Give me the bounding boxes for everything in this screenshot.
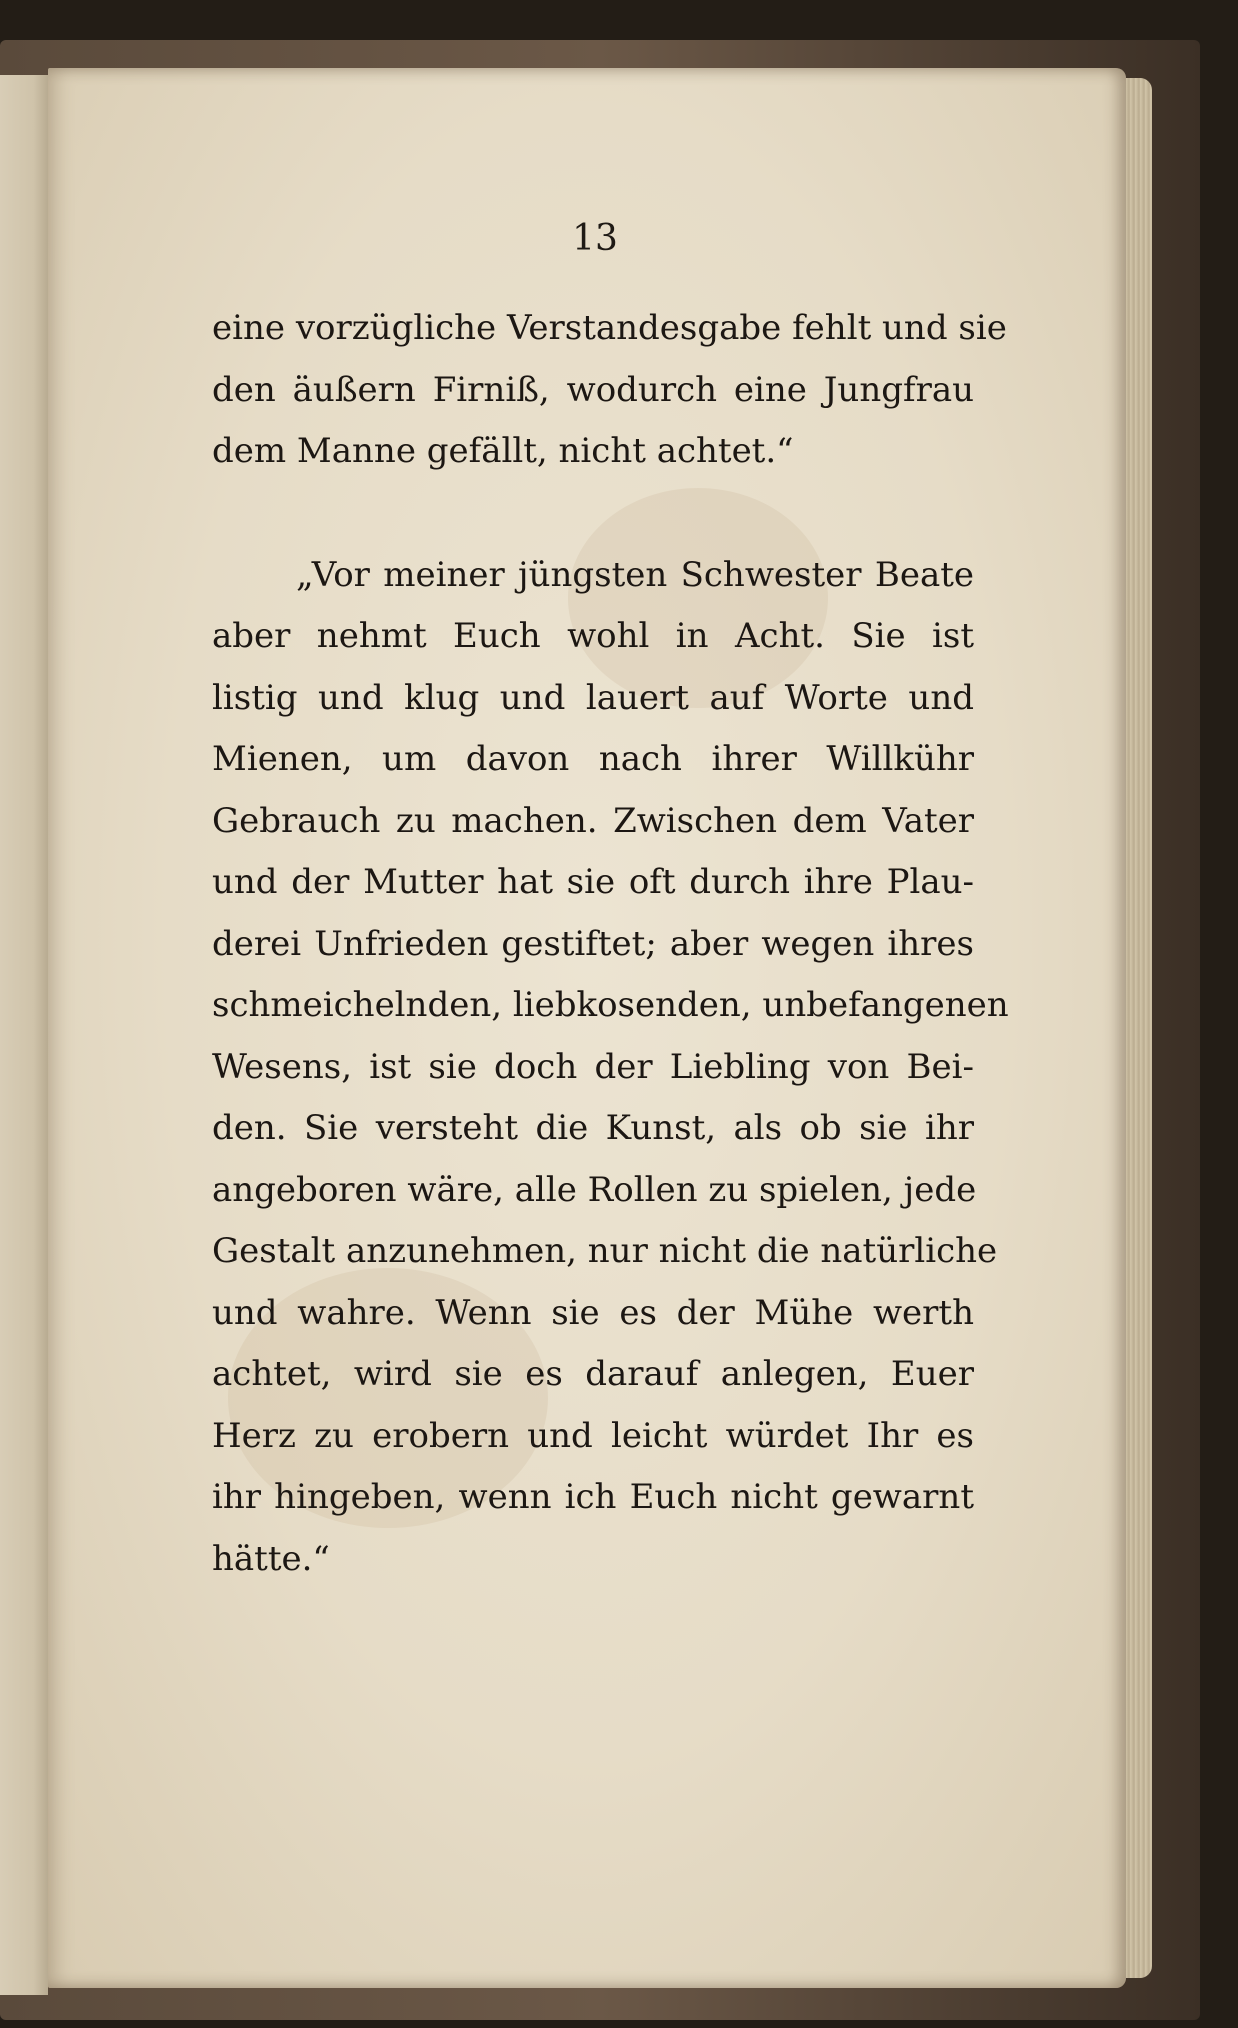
- text-line: Herz zu erobern und leicht würdet Ihr es: [212, 1415, 974, 1456]
- paragraph: [212, 298, 1007, 483]
- text-line: „Vor meiner jüngsten Schwester Beate: [296, 554, 974, 595]
- text-line: listig und klug und lauert auf Worte und: [212, 677, 974, 718]
- text-line: derei Unfrieden gestiftet; aber wegen ihres: [212, 923, 974, 964]
- previous-page-strip: [0, 75, 48, 1995]
- text-line: schmeichelnden, liebkosenden, unbefangenen: [212, 985, 1009, 1025]
- paragraph: [212, 545, 1009, 1591]
- text-line: eine vorzügliche Verstandesgabe fehlt und sie: [212, 308, 1007, 348]
- text-line: den. Sie versteht die Kunst, als ob sie ihr: [212, 1108, 974, 1148]
- text-line: Gebrauch zu machen. Zwischen dem Vater: [212, 800, 974, 841]
- text-line: achtet, wird sie es darauf anlegen, Euer: [212, 1354, 974, 1394]
- text-line: Gestalt anzunehmen, nur nicht die natürliche: [212, 1231, 998, 1271]
- text-line: aber nehmt Euch wohl in Acht. Sie ist: [212, 616, 974, 656]
- body-text: [212, 298, 1009, 1590]
- text-line: Wesens, ist sie doch der Liebling von Bei-: [212, 1046, 974, 1087]
- text-line: angeboren wäre, alle Rollen zu spielen, jede: [212, 1169, 977, 1210]
- page-block-edge: [1126, 78, 1152, 1978]
- paragraph-gap: [212, 483, 974, 545]
- text-line: und der Mutter hat sie oft durch ihre Plau-: [212, 862, 974, 902]
- text-line: dem Manne gefällt, nicht achtet.“: [212, 431, 794, 471]
- text-line: hätte.“: [212, 1538, 330, 1579]
- text-line: und wahre. Wenn sie es der Mühe werth: [212, 1292, 974, 1333]
- text-line: Mienen, um davon nach ihrer Willkühr: [212, 739, 974, 779]
- text-line: den äußern Firniß, wodurch eine Jungfrau: [212, 369, 974, 410]
- page-number: 13: [572, 218, 618, 259]
- text-line: ihr hingeben, wenn ich Euch nicht gewarnt: [212, 1477, 974, 1517]
